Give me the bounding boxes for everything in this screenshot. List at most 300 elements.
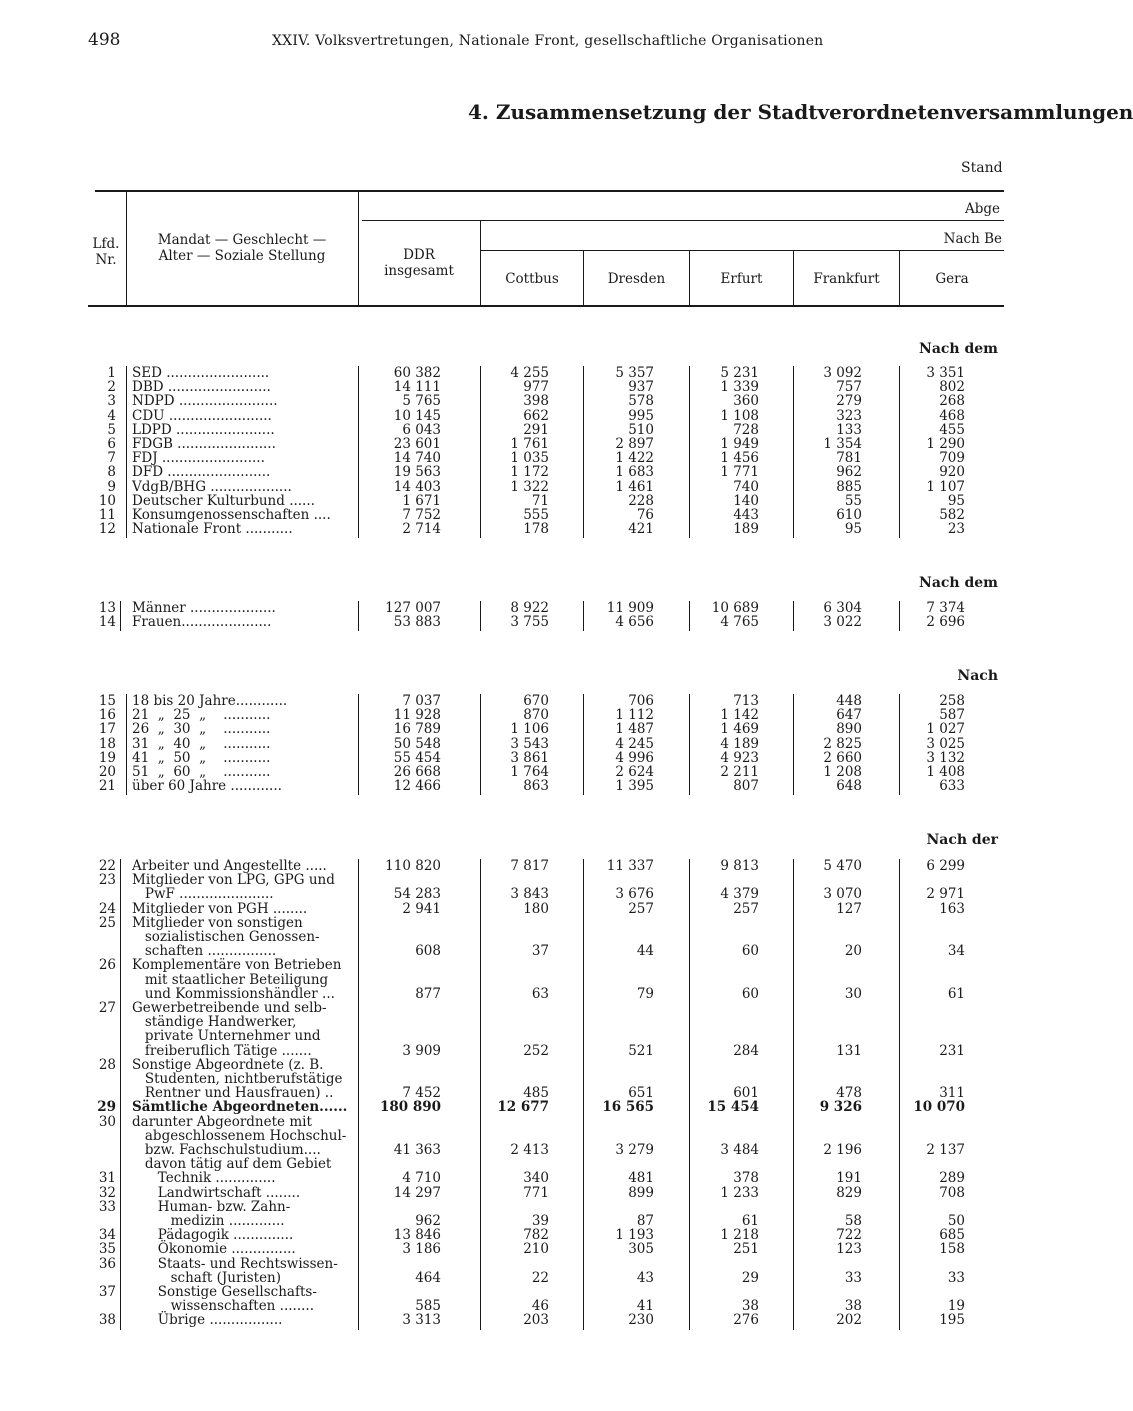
- row-number: 32: [98, 1184, 116, 1201]
- row-value: 140: [733, 492, 759, 509]
- row-label: Gewerbetreibende und selb-: [132, 1000, 327, 1016]
- row-value: 2 413: [510, 1142, 549, 1158]
- row-value: 1 218: [720, 1227, 759, 1244]
- header-district-erfurt: Erfurt: [720, 271, 763, 287]
- row-number: 19: [98, 749, 116, 766]
- row-value: 670: [523, 693, 549, 709]
- row-value: 180: [523, 900, 549, 917]
- row-value: 191: [836, 1170, 862, 1187]
- row-value: 41 363: [393, 1142, 441, 1158]
- row-label: Mitglieder von PGH ........: [132, 900, 308, 917]
- row-number: 17: [98, 721, 116, 738]
- row-value: 722: [836, 1227, 862, 1244]
- column-rule: [358, 601, 359, 631]
- row-value: 79: [636, 985, 654, 1002]
- row-label: CDU ........................: [132, 407, 272, 424]
- row-value: 34: [947, 943, 965, 960]
- column-rule: [358, 859, 359, 1330]
- row-value: 14 403: [393, 478, 441, 495]
- row-value: 713: [733, 693, 759, 709]
- row-value: 360: [733, 393, 759, 410]
- section-label: Nach dem: [919, 575, 998, 591]
- row-label: Studenten, nichtberufstätige: [132, 1071, 343, 1087]
- row-number: 22: [98, 858, 116, 874]
- column-rule: [793, 366, 794, 538]
- column-rule: [899, 601, 900, 631]
- row-label: 31 „ 40 „ ...........: [132, 735, 271, 752]
- row-value: 7 037: [402, 693, 441, 709]
- row-value: 3 070: [823, 886, 862, 903]
- row-value: 178: [523, 521, 549, 538]
- row-value: 3 279: [615, 1142, 654, 1158]
- row-label: davon tätig auf dem Gebiet: [132, 1156, 332, 1173]
- row-value: 50 548: [393, 735, 441, 752]
- header-vline: [126, 192, 127, 305]
- row-value: 268: [939, 393, 965, 410]
- row-value: 4 189: [720, 735, 759, 752]
- row-value: 14 740: [393, 450, 441, 467]
- row-label: wissenschaften ........: [132, 1298, 314, 1315]
- row-label: FDGB .......................: [132, 436, 276, 452]
- row-value: 257: [733, 900, 759, 917]
- row-value: 16 565: [602, 1099, 654, 1116]
- row-value: 1 469: [720, 721, 759, 738]
- row-label: 51 „ 60 „ ...........: [132, 764, 271, 780]
- running-head: XXIV. Volksvertretungen, Nationale Front, gesellschaftliche Organisationen: [272, 33, 824, 49]
- row-number: 26: [98, 957, 116, 974]
- row-value: 26 668: [393, 764, 441, 780]
- row-value: 8 922: [510, 600, 549, 616]
- row-value: 14 111: [393, 379, 441, 396]
- row-value: 61: [741, 1213, 759, 1229]
- row-value: 610: [836, 507, 862, 523]
- row-value: 43: [636, 1269, 654, 1286]
- column-rule: [120, 601, 121, 631]
- row-value: 510: [628, 421, 654, 438]
- header-mandat: [128, 232, 356, 264]
- row-number: 24: [98, 900, 116, 917]
- row-value: 38: [741, 1298, 759, 1315]
- row-value: 478: [836, 1085, 862, 1102]
- nach-be-rule: [481, 250, 1004, 251]
- row-value: 4 255: [510, 365, 549, 381]
- row-number: 4: [107, 407, 116, 424]
- row-value: 9 326: [819, 1099, 862, 1116]
- row-value: 870: [523, 707, 549, 724]
- row-label: Sonstige Abgeordnete (z. B.: [132, 1056, 324, 1073]
- row-value: 662: [523, 407, 549, 424]
- row-value: 4 379: [720, 886, 759, 903]
- column-rule: [899, 859, 900, 1330]
- row-value: 807: [733, 778, 759, 795]
- section-label: Nach der: [926, 832, 998, 848]
- row-value: 63: [531, 985, 549, 1002]
- row-label: Pädagogik ..............: [132, 1227, 294, 1244]
- row-value: 311: [939, 1085, 965, 1102]
- row-value: 2 941: [402, 900, 441, 917]
- row-label: sozialistischen Genossen-: [132, 929, 320, 945]
- row-value: 305: [628, 1241, 654, 1258]
- header-district-gera: Gera: [935, 271, 969, 287]
- row-value: 5 765: [402, 393, 441, 410]
- row-value: 3 484: [720, 1142, 759, 1158]
- header-nr: Nr.: [95, 252, 117, 268]
- row-value: 1 761: [510, 436, 549, 452]
- row-label: Human- bzw. Zahn-: [132, 1198, 291, 1215]
- row-label: DFD ........................: [132, 464, 271, 481]
- row-value: 14 297: [393, 1184, 441, 1201]
- row-value: 252: [523, 1042, 549, 1059]
- row-value: 53 883: [393, 614, 441, 631]
- header-ddr-line: insgesamt: [384, 263, 454, 279]
- row-label: PwF ......................: [132, 886, 274, 903]
- header-vline: [480, 221, 481, 305]
- row-number: 31: [98, 1170, 116, 1187]
- row-value: 771: [523, 1184, 549, 1201]
- row-value: 228: [628, 492, 654, 509]
- row-value: 6 299: [926, 858, 965, 874]
- row-value: 920: [939, 464, 965, 481]
- row-value: 60: [741, 943, 759, 960]
- row-value: 2 624: [615, 764, 654, 780]
- header-district-frankfurt: Frankfurt: [813, 271, 880, 287]
- row-value: 1 208: [823, 764, 862, 780]
- column-rule: [689, 859, 690, 1330]
- row-value: 12 677: [497, 1099, 549, 1116]
- row-label: schaften ................: [132, 943, 277, 960]
- row-value: 58: [844, 1213, 862, 1229]
- row-value: 37: [531, 943, 549, 960]
- row-value: 202: [836, 1312, 862, 1329]
- row-value: 50: [947, 1213, 965, 1229]
- row-value: 899: [628, 1184, 654, 1201]
- row-number: 6: [107, 436, 116, 452]
- row-value: 16 789: [393, 721, 441, 738]
- row-value: 1 408: [926, 764, 965, 780]
- row-number: 2: [107, 379, 116, 396]
- row-value: 1 395: [615, 778, 654, 795]
- row-value: 3 755: [510, 614, 549, 631]
- header-district-cottbus: Cottbus: [505, 271, 559, 287]
- row-value: 3 092: [823, 365, 862, 381]
- row-label: Sonstige Gesellschafts-: [132, 1284, 317, 1300]
- row-value: 4 245: [615, 735, 654, 752]
- row-value: 44: [636, 943, 654, 960]
- row-value: 10 145: [393, 407, 441, 424]
- row-value: 2 196: [823, 1142, 862, 1158]
- row-value: 443: [733, 507, 759, 523]
- row-value: 485: [523, 1085, 549, 1102]
- row-label: Komplementäre von Betrieben: [132, 957, 342, 974]
- row-number: 20: [98, 764, 116, 780]
- header-ddr-line: DDR: [403, 247, 435, 263]
- row-value: 885: [836, 478, 862, 495]
- row-value: 4 656: [615, 614, 654, 631]
- row-value: 54 283: [393, 886, 441, 903]
- row-value: 706: [628, 693, 654, 709]
- row-value: 289: [939, 1170, 965, 1187]
- row-number: 9: [107, 478, 116, 495]
- row-label: Männer ....................: [132, 600, 276, 616]
- row-value: 55 454: [393, 749, 441, 766]
- row-label: 41 „ 50 „ ...........: [132, 749, 271, 766]
- row-value: 2 897: [615, 436, 654, 452]
- row-value: 11 928: [393, 707, 441, 724]
- row-label: Staats- und Rechtswissen-: [132, 1255, 338, 1272]
- row-value: 555: [523, 507, 549, 523]
- section-label: Nach dem: [919, 341, 998, 357]
- row-value: 398: [523, 393, 549, 410]
- row-number: 33: [98, 1198, 116, 1215]
- row-value: 585: [415, 1298, 441, 1315]
- row-value: 977: [523, 379, 549, 396]
- row-value: 802: [939, 379, 965, 396]
- row-value: 995: [628, 407, 654, 424]
- row-value: 1 233: [720, 1184, 759, 1201]
- row-value: 20: [844, 943, 862, 960]
- row-label: private Unternehmer und: [132, 1028, 321, 1045]
- row-label: Nationale Front ...........: [132, 521, 293, 538]
- row-value: 60 382: [393, 365, 441, 381]
- row-value: 323: [836, 407, 862, 424]
- row-value: 7 752: [402, 507, 441, 523]
- row-value: 1 339: [720, 379, 759, 396]
- row-number: 1: [107, 365, 116, 381]
- row-value: 23: [947, 521, 965, 538]
- row-label: Konsumgenossenschaften ....: [132, 507, 331, 523]
- row-value: 1 193: [615, 1227, 654, 1244]
- row-value: 890: [836, 721, 862, 738]
- row-value: 1 112: [615, 707, 654, 724]
- abge-rule: [362, 220, 1004, 221]
- row-number: 28: [98, 1056, 116, 1073]
- row-value: 455: [939, 421, 965, 438]
- row-label: LDPD .......................: [132, 421, 275, 438]
- row-number: 21: [98, 778, 116, 795]
- row-value: 158: [939, 1241, 965, 1258]
- row-value: 3 022: [823, 614, 862, 631]
- row-value: 481: [628, 1170, 654, 1187]
- header-district-dresden: Dresden: [607, 271, 666, 287]
- column-rule: [793, 694, 794, 795]
- row-value: 1 108: [720, 407, 759, 424]
- row-value: 1 107: [926, 478, 965, 495]
- row-value: 378: [733, 1170, 759, 1187]
- row-number: 27: [98, 1000, 116, 1016]
- row-value: 4 710: [402, 1170, 441, 1187]
- row-value: 3 676: [615, 886, 654, 903]
- header-nach-be: Nach Be: [943, 231, 1002, 247]
- row-value: 468: [939, 407, 965, 424]
- row-value: 651: [628, 1085, 654, 1102]
- row-value: 284: [733, 1042, 759, 1059]
- row-value: 1 771: [720, 464, 759, 481]
- row-value: 647: [836, 707, 862, 724]
- row-value: 291: [523, 421, 549, 438]
- row-label: abgeschlossenem Hochschul-: [132, 1127, 347, 1144]
- section-label: Nach: [957, 668, 998, 684]
- row-value: 608: [415, 943, 441, 960]
- row-value: 5 470: [823, 858, 862, 874]
- row-value: 421: [628, 521, 654, 538]
- row-value: 23 601: [393, 436, 441, 452]
- row-number: 37: [98, 1284, 116, 1300]
- row-value: 709: [939, 450, 965, 467]
- column-rule: [583, 601, 584, 631]
- row-label: VdgB/BHG ...................: [132, 478, 292, 495]
- row-value: 1 683: [615, 464, 654, 481]
- row-value: 601: [733, 1085, 759, 1102]
- column-rule: [126, 366, 127, 538]
- column-rule: [480, 694, 481, 795]
- row-value: 15 454: [707, 1099, 759, 1116]
- row-label: 18 bis 20 Jahre............: [132, 693, 288, 709]
- row-value: 448: [836, 693, 862, 709]
- row-number: 11: [98, 507, 116, 523]
- row-value: 708: [939, 1184, 965, 1201]
- row-value: 3 313: [402, 1312, 441, 1329]
- row-value: 648: [836, 778, 862, 795]
- column-rule: [358, 366, 359, 538]
- row-value: 340: [523, 1170, 549, 1187]
- row-label: über 60 Jahre ............: [132, 778, 282, 795]
- row-label: Deutscher Kulturbund ......: [132, 492, 315, 509]
- row-value: 29: [741, 1269, 759, 1286]
- row-value: 2 971: [926, 886, 965, 903]
- row-value: 521: [628, 1042, 654, 1059]
- row-label: Sämtliche Abgeordneten......: [132, 1099, 348, 1116]
- row-label: freiberuflich Tätige .......: [132, 1042, 312, 1059]
- row-number: 16: [98, 707, 116, 724]
- row-value: 10 070: [913, 1099, 965, 1116]
- row-value: 6 304: [823, 600, 862, 616]
- row-number: 30: [98, 1113, 116, 1130]
- row-number: 38: [98, 1312, 116, 1329]
- row-value: 3 861: [510, 749, 549, 766]
- row-value: 95: [844, 521, 862, 538]
- row-value: 33: [844, 1269, 862, 1286]
- row-number: 34: [98, 1227, 116, 1244]
- row-value: 7 452: [402, 1085, 441, 1102]
- column-rule: [480, 366, 481, 538]
- row-value: 46: [531, 1298, 549, 1315]
- row-value: 133: [836, 421, 862, 438]
- row-value: 863: [523, 778, 549, 795]
- header-lfd: Lfd.: [92, 236, 120, 252]
- row-label: darunter Abgeordnete mit: [132, 1113, 312, 1130]
- row-value: 95: [947, 492, 965, 509]
- row-value: 127: [836, 900, 862, 917]
- header-bottom-rule: [88, 305, 1004, 307]
- row-label: DBD ........................: [132, 379, 271, 396]
- row-value: 210: [523, 1241, 549, 1258]
- row-label: bzw. Fachschulstudium....: [132, 1142, 321, 1158]
- header-mandat-line: Alter — Soziale Stellung: [158, 248, 326, 264]
- row-value: 180 890: [379, 1099, 441, 1116]
- row-value: 633: [939, 778, 965, 795]
- column-rule: [583, 366, 584, 538]
- row-label: mit staatlicher Beteiligung: [132, 971, 329, 988]
- row-value: 131: [836, 1042, 862, 1059]
- row-value: 10 689: [711, 600, 759, 616]
- row-value: 60: [741, 985, 759, 1002]
- row-value: 71: [531, 492, 549, 509]
- row-number: 23: [98, 872, 116, 889]
- row-value: 757: [836, 379, 862, 396]
- row-number: 15: [98, 693, 116, 709]
- row-value: 30: [844, 985, 862, 1002]
- row-value: 195: [939, 1312, 965, 1329]
- row-value: 2 714: [402, 521, 441, 538]
- row-number: 18: [98, 735, 116, 752]
- row-value: 87: [636, 1213, 654, 1229]
- row-value: 189: [733, 521, 759, 538]
- row-label: und Kommissionshändler ...: [132, 985, 335, 1002]
- row-value: 3 909: [402, 1042, 441, 1059]
- row-label: Mitglieder von LPG, GPG und: [132, 872, 335, 889]
- row-value: 1 422: [615, 450, 654, 467]
- row-value: 1 764: [510, 764, 549, 780]
- stand-label: Stand: [961, 160, 1003, 176]
- row-number: 8: [107, 464, 116, 481]
- row-value: 1 172: [510, 464, 549, 481]
- row-label: 26 „ 30 „ ...........: [132, 721, 271, 738]
- row-value: 829: [836, 1184, 862, 1201]
- row-value: 1 487: [615, 721, 654, 738]
- row-value: 962: [836, 464, 862, 481]
- row-value: 258: [939, 693, 965, 709]
- row-value: 231: [939, 1042, 965, 1059]
- row-number: 13: [98, 600, 116, 616]
- row-value: 877: [415, 985, 441, 1002]
- row-value: 276: [733, 1312, 759, 1329]
- row-value: 3 543: [510, 735, 549, 752]
- row-value: 781: [836, 450, 862, 467]
- row-value: 1 290: [926, 436, 965, 452]
- row-value: 1 461: [615, 478, 654, 495]
- column-rule: [689, 601, 690, 631]
- row-value: 11 909: [606, 600, 654, 616]
- row-value: 19 563: [393, 464, 441, 481]
- row-value: 2 696: [926, 614, 965, 631]
- row-value: 6 043: [402, 421, 441, 438]
- row-value: 1 035: [510, 450, 549, 467]
- column-rule: [793, 859, 794, 1330]
- row-value: 9 813: [720, 858, 759, 874]
- row-value: 2 211: [720, 764, 759, 780]
- page-number: 498: [88, 30, 121, 50]
- row-value: 2 137: [926, 1142, 965, 1158]
- row-value: 11 337: [606, 858, 654, 874]
- column-rule: [358, 694, 359, 795]
- row-value: 13 846: [393, 1227, 441, 1244]
- row-label: Mitglieder von sonstigen: [132, 914, 303, 931]
- column-rule: [689, 366, 690, 538]
- column-rule: [480, 601, 481, 631]
- row-label: SED ........................: [132, 365, 270, 381]
- row-value: 685: [939, 1227, 965, 1244]
- row-value: 203: [523, 1312, 549, 1329]
- row-label: Landwirtschaft ........: [132, 1184, 301, 1201]
- row-value: 3 025: [926, 735, 965, 752]
- row-label: Arbeiter und Angestellte .....: [132, 858, 327, 874]
- row-number: 25: [98, 914, 116, 931]
- row-value: 5 357: [615, 365, 654, 381]
- row-value: 3 351: [926, 365, 965, 381]
- row-number: 35: [98, 1241, 116, 1258]
- row-number: 3: [107, 393, 116, 410]
- row-value: 127 007: [385, 600, 441, 616]
